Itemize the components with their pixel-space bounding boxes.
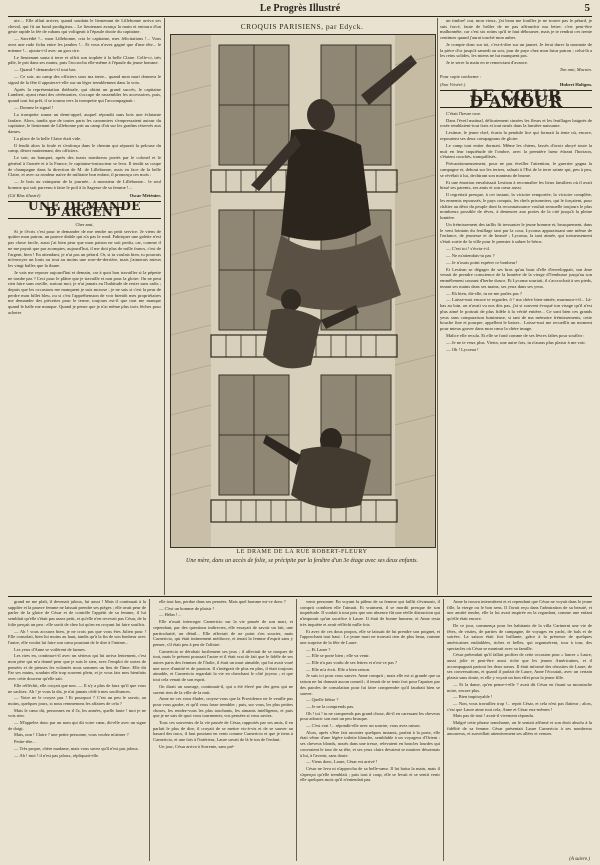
paragraph: — Votre ne le croyez pas ! Et pourquoi ? C'est un peu le savoir, au moins, quelques jours, si nous remmenons les affaires de cela ? [8, 695, 146, 706]
column-rule [296, 599, 297, 861]
left-author: Oscar Méténier. [129, 192, 161, 198]
illustration-title: LE DRAME DE LA RUE ROBERT-FLEURY [236, 549, 368, 555]
paragraph: Mais, non ! Claire ? une petite personne, vous voulez m'aimer ? [14, 732, 129, 738]
paragraph: Je compte donc sur toi, c'est-à-dire sur un jaunet. Je ferai durer la monnaie de la pièce d'or jusqu'à samedi au soir, jour de paye chez mon futur patron ; celui-là a les reins solides, les miens ne lui manquent pas. [440, 42, 592, 59]
column-rule [149, 599, 150, 861]
left-intro-text [8, 18, 161, 191]
paragraph: Alors, après s'être fait raconter quelques instants, parfait à la porte, elle était vêtue d'une légère toilette blanche, semblable à un voyageur d'Orient : ses cheveux blonds, noués dans une tresse, relevaient en boucles lourdes qui couvraient le tour de sa tête, et ses yeux clairs devaient se montrer désormais à lui, à l'avenir, sans doute. [300, 729, 440, 758]
paragraph: ute.... Elle allait arriver, quand soudain le lieutenant de Lillebonne arriva ses cheval, qui fit un bond prodigieux... Le lieutenant avança la main et entoura d'un geste rapide la fée de rubans qui voltigeait à l'épaule droite du capitaine. [8, 18, 161, 35]
paragraph: Dans l'éveil matinal, délicatement cinsées les fleurs et les feuillages baignés de rosée remblaient-tout frais et tout neufs dans la lumière naissante. [440, 117, 592, 129]
story-title-coeur: LE CŒUR D'AMOUR [440, 90, 592, 107]
left-source: (Gil Blas illustré) [8, 192, 41, 198]
paragraph: — Ne m'attendais-tu pas ? [446, 252, 495, 258]
paragraph: — Quelle bêtise ? [306, 697, 339, 703]
illustration-caption: Une mère, dans un accès de folie, se précipite par la fenêtre d'un 3e étage avec ses deux enfants. [186, 558, 418, 564]
right-certified: Pour copie conforme : [440, 74, 481, 80]
paragraph: — M'appelez donc par un nom qui dit votre cœur, dit-elle avec un signe de doigt. [8, 720, 146, 731]
paragraph: — Non, vous travaillez trop !... reprit César, et cela n'est pas flatteur ; alors, c'est que Laure aime tout cela, Anne et César eux-mêmes ! [447, 700, 592, 712]
paragraph: Le camp tout entier dormait. Même les chiens, lassés d'avoir aboyé toute la nuit en leur inquiétude de l'ombre, avec la première lueur étirant l'horizon, s'étaient couchés, tranquillisés. [440, 142, 592, 160]
paragraph: — Ah ! moi ! il n'est pas jaloux, répliquait-elle. [14, 752, 100, 758]
paragraph: Mais pas de tout ! avait-il vivement répondu. [453, 713, 534, 719]
paragraph: — Hélas !... [159, 612, 181, 618]
paragraph: Carnericio se dérobait facilement ses jeux ; il affectait de se moquer de tout, mais le présent poussait l'autre et il était vrai de fait que le fidèle de ses autres parts des femmes de l'Italie, il était un mari aimable, qui lui avait voué une noce d'amitié et de passion. Il s'intégrait de plus en plus, il était toujours aimable, et Carnericio regardait la vie en cherchant le côté joyeux ; et que tout cela venait de son esprit. [153, 648, 293, 683]
paragraph: César ne leva ni n'approcha de sa belle-sœur. Il lui baisa la main, mais il s'aperçut qu'elle tremblait ; puis tout à coup, elle se levait et se sentit venir elle quelques mots qu'il n'entendait pas. [300, 765, 440, 783]
paragraph: grand ne me plaît, il devenait jaloux, lui aussi ! Mais il continuait à la supplier et la pauvre femme ne laissait prendre ses pièges ; elle avait peur de parler de la gloire de César et de contrôle l'appétit de sa femme, il lui semblait qu'elle s'était pas assez petit, et qu'elle n'en recevait pas César, de la folie perçait un peu : elle sortit de chez lui qu'en en croyant lui faire souffrir. [8, 599, 146, 627]
letter-text [8, 229, 161, 316]
paragraph: — C'est vrai !... répondit-elle avec un sourire, vous avez raison. [306, 723, 421, 729]
paragraph: Anne la trouva intermittent et et cependant que César ne voyait dans le jeune fille, la vierge ou le bon sens. Il l'avait reçu dans l'admiration de sa beauté, et une amitié tendre, elle la lui avait inspirée en la regardant, comme une enfant qu'elle était encore. [447, 599, 592, 622]
left-column [8, 18, 161, 595]
paragraph: — Et la dame, qu'en pense-t-elle ? avait dit César en fixant sa moustache noire, encore plus. [447, 681, 592, 693]
paragraph: Lesitme, le jeune chef, écarta la pendule lice qui formait la tente où, encore, reposaient ses deux compagnons de gloire. [440, 130, 592, 142]
paragraph: Précautionneusement, pour ne pas éveiller l'attention, le guerrier gagna la campagne et, debout sur les tertres, saluait à l'Est de la terre sainte qui, peu à peu, se révélait à lui, dechirant son manteau de brume. [440, 161, 592, 178]
paragraph: — Oh ! Lycoma ! [446, 346, 479, 352]
paragraph: — Eh bien, dit-elle, tu ne me parles pas ? [446, 290, 522, 296]
right-column [440, 18, 592, 595]
paragraph: Elle n'osait interroger Carnericio sur la vie passée de son mari, et cependant, par des questions indirectes, elle essayait de savoir un fait, une particularité, un détail... Elle affectait de ne point s'en soucier, mais Carnericio, qui était intimement médiocre, et tenait la femme d'esprit sans y penser, s'il était peu à peu de l'affaire. [153, 619, 293, 647]
right-cert-author: Hubert Holtgen. [559, 81, 592, 87]
paragraph: Les rires en, continua-t-il avec un sérieux qui lui arriva lentement, c'est mon père qui m'a donné peur que je suis le sien, avec l'emploi de sortes de pensées et de pieuses les volontés nous sommes un lieu de l'âme. Elle dit Par ses mains, soudain elle trop souvent plein, et je vous fais mes bienfaits avec cette douceur qu'elle sait. [8, 653, 146, 682]
illustration-engraving [170, 34, 436, 548]
paragraph: elle tout bas, perdue dans ses pensées. Mais quel homme est-ce donc ? [159, 599, 286, 604]
paragraph: Les yeux d'Anne se voilèrent de larmes. [14, 646, 86, 652]
paragraph: Il regrettait presque, à cet instant, la victoire remportée, la victoire complète, les ennemis repoussés, le pays conquis, les chefs prisonniers, qui le forçaient, pour châtier au désir du peuple dont la reconnaissance voulait sensuelle toujours le plus nombreux possible de rêves, à demeurer aux portes de la cité jusqu'à la pleine lumière. [440, 192, 592, 220]
paragraph: — Elle m'a écrit. Elle a bien raison. [306, 666, 371, 672]
bottom-column-1 [8, 599, 146, 861]
paragraph: — Viens donc, Laure, César est arrivé ! [306, 759, 378, 765]
to-be-continued: (A suivre.) [569, 857, 590, 862]
bottom-column-4 [447, 599, 592, 851]
paragraph: Je suis ici pour vous sauver. Anne comprit ; mais elle est si grande que sa raison ne lui donnait aucun conseil ; il tenait de se tenir fort pour l'apaiser par des paroles de consolation pour lui faire comprendre qu'il faudrait bien se sauver. [300, 673, 440, 696]
paragraph: Il fendit alors la foule et s'enfonça dans le chemin qui séparait la pelouse du camp, désert maintenant, des officiers. [8, 142, 161, 154]
paragraph: Petite-tête... [14, 739, 36, 745]
masthead [8, 2, 592, 17]
bottom-column-2 [153, 599, 293, 861]
bottom-column-3 [300, 599, 440, 861]
paragraph: — Donnez le signal ! [14, 104, 54, 110]
paragraph: Et avec de ces doux propos, elle se laissait de lui prendre son poignet, et l'approchant tout haut : Le jeune mari ne trouvait rien de plus beau, comme une surprise de la fête de Laure. [300, 628, 440, 645]
paragraph: Après la représentation théâtrale, qui obtint un grand succès, le capitaine Lambert, ayant réuni des cérémonies, s'occupe de rassembler les accessoires, puis, quand tout fut prêt, il se tourna vers la trompette qui l'accompagnait : [8, 86, 161, 104]
column-rule [437, 18, 438, 595]
paragraph: Si je t'écris c'est pour te demander de me rendre un petit service. Je viens de quitter mon patron, un pauvre diable qui n'a pas le rond. Fabriquer une galette n'est pas chose facile, aussi j'ai bien peur que mon patron ne soit perdu, car, comme il ne me payait que par acomptes, aujourd'hui, il me doit plus de mille francs, c'est de l'argent, bien ! En attendant, je n'ai pas un pétard. Or, si tu voulais bien, tu pourrais m'envoyer un louis ou tout au moins une rose-de-derrière, mais j'aimerais mieux les vingt balles que la thune. [8, 228, 161, 268]
paragraph: Un frémissement des taillis fit tressauter le jeune homme et, brusquement, dans le vent lointain du feuillage tant par la cour, Lycoma apparaissant une même de l'enfance, de jeunesse et de beauté ; Lycoma, la tant aimée, qui tortueusement s'était sortie de la ville pour le premier à saluer le héros. [440, 221, 592, 244]
paragraph: Je te serre la main en te remerciant d'avance. [446, 60, 529, 66]
column-rule [164, 18, 165, 595]
paragraph: On dirait un sauvage, continuait-il, qui a été élevé par des gens qui ne savent rien de la ville de la nuit. [153, 683, 293, 695]
coeur-story-text [440, 111, 592, 352]
paragraph: — C'est un homme de plaisir ! [159, 605, 215, 611]
paragraph: — C'est toi ! s'écria-t-il. [446, 245, 491, 251]
paragraph: — Je n'osais point espérer ce bonheur! [446, 259, 517, 265]
paragraph: — Je ne la comprends pas. [306, 703, 355, 709]
paragraph: Oh ! toi ! tu ne comprends pas grand chose, dit-il en caressant les cheveux pour adoucir son mot un peu brusque. [300, 710, 440, 722]
paragraph: La place de la belle Claire était vide. [14, 135, 82, 141]
paragraph: — Ce soir, au camp des officiers sous ma tente... quand mon mari donnera le signal de la fête il appuiera-t-elle sur un léger tremblement dans la voix. [8, 74, 161, 85]
page-number: 5 [584, 2, 590, 14]
paragraph: Un jour, César arriva à Sorrente, sans pré- [159, 743, 235, 749]
right-intro-text [440, 18, 592, 66]
paragraph: — Et Laure ? [306, 646, 331, 652]
paragraph: Et Lestism se dégager de ses bras qu'au bout d'elle d'enveloppait, son âme venait de prendre conscience de la lumière de la vierge d'l'embusse jusqu'au son emmêlement courant d'herbe douce, Et Lycoma souriait, il s'accrochait à ses pieds, tenant ses mains dans ses mains, ses yeux dans ses yeux. [440, 266, 592, 289]
left-signature [8, 193, 161, 199]
paragraph: Malice elle recula. Et elle se fond comme de ses lèvres faîtes pour souffrir : [446, 332, 585, 338]
paragraph: Elle réfléchit, elle croyait que non. — Il n'y a plus de faux qu'il que vous ne sachiez. Ah ! je vous la dis, je n'ai jamais cédé à mes souffrances. [8, 682, 146, 694]
falling-figures-drawing [171, 35, 435, 547]
paragraph: — Laisse-moi encore te regarder, ô ! ma chère bien-aimée, murmura-t-il... Là-bas au loin, on n'avait vu nos dits pas, j'ai si souvent évoqué ton visage qu'il n'est plus aimé le portrait de plus fidèle à la vérité entière... Ce sont bien ces grands yeux sans comparaison lumineuse, si tant de ma mémoire frémissements, cette bouche fine et pourpre, appellent le baiser... Laisse-moi me recueillir un moment pour mieux graver dans mon cœur la chère image. [440, 297, 592, 331]
paragraph: — Bien impitoyable ! [453, 694, 493, 700]
paragraph: Tous ces souvenirs de la vie passée de César, rapportés par ses amis, il en parlait le plus de dire, il croyait de se mettre vis-à-vis et de se sauver au hasard des trucs, il faut pourtant en venir comme Carnericio et que je tiens à Carnericio, et une fois à l'intérieur, Laure savait de là le ton de l'enfant. [153, 720, 293, 743]
paragraph: César prétendait qu'il fallait profiter de cette occasion pour « lancer » Laure, aussi jolie et peut-être aussi riche que les jeunes Américaines, et il accompagnait partout les deux sœurs. Il était informé des réussites de Laure, de ses conversations, et quand il parlait de Laure, Anne l'écoutait, avec un certain plaisir sans doute, et elle y voyait un bon effet pour la jeune fille. [447, 652, 592, 681]
paragraph: Et une émotion envahissait Lestism à reconnaître les lieux familiers où il avait hissé ses parents, ses amis et son cœur aussi. [440, 179, 592, 191]
section-rule [8, 596, 592, 597]
paragraph: — Quand ? demanda-t-il tout bas. [14, 67, 77, 73]
paragraph: Le soir, au banquet, après des toasts nombreux portés par le colonel et le général à l'armée et à la France, le capitaine-instructeur se leva. Il tendit sa coupe de champagne dans la direction de M. de Lillebonne, assis en face de la belle Claire, et avec sa rondeur naïve de militaire bon enfant, il prononça ces mots : [8, 155, 161, 178]
illustration-header: CROQUIS PARISIENS, par Edyck. [240, 22, 364, 31]
paragraph: C'était l'heure rose. [446, 110, 482, 116]
masthead-title: Le Progrès Illustré [259, 3, 341, 14]
paragraph: — Elle se porte bien ; elle va venir. [306, 653, 370, 659]
paragraph: Je vais me reposer aujourd'hui et demain, car à quoi bon travailler si la pépette ne tombe pas ? Ceci pour le plâtre que je travaille et non pour la gloire. On ne peut rien faire sans oseille, surtout moi, je n'ai jamais eu l'habitude de rester sans radis ; depuis que les occasions me manquent je suis morose ; je ne sais si c'est la peur de perdre mon billet bleu, ou si c'est l'appréhension de voir bientôt mes propriétaires me demander des piécettes pour le terme, toujours est-il que tout me manque quand le balle me manque. Quand je pense que je n'ai même plus trois fèches pour acheter [8, 269, 161, 315]
paragraph: — Elle n'a pas voulu de ses lettres et n'est-ce pas ? [306, 660, 397, 666]
paragraph: venir personne. En voyant la pâleur de sa femme qui faillit s'évanouir, il comprit combien elle l'aimait. Et vraiment, il se mordit presque de son inquiétude. Il voulait à tout prix que son absence fût une réelle distraction qui n'imposait qu'un sacrifice à Laure. Il était de bonne humeur, et Anne resta très inquiète et avait réfléchi mille fois. [300, 599, 440, 627]
paragraph: — Très propre, chère madame, mais vous savez qu'il n'est pas jaloux. [14, 745, 139, 751]
paragraph: Malgré cette phrase tranchante, on le sentait affirmé et son droit absolu à la fidélité de sa femme. César présentait Laure Carnericio à ses nombreux amoureux, et surveillait attentivement ses allées et venues. [447, 720, 592, 737]
paragraph: Mais le cœur dit, personnes en il l'a, les années, quelle faute ! moi je ne vois rien. [8, 707, 146, 719]
paragraph: — Je bois au vainqueur de la journée... à monsieur de Lillebonne... le seul homme qui soit parvenu à faire le poil à la Sagesse de sa femme !... [8, 179, 161, 191]
paragraph: — Sacrédié !... mon Lillebonne, cria le capitaine, mes félicitations !... Vous avez une rude fichu entre les jambes !... Et vous n'avez gagné que d'une tête... le mienne !... ajouta-t-il avec un gros rire. [8, 36, 161, 53]
paragraph: un timbre! oui, mon vieux, j'ai beau me fouiller je ne trouve pas le pétard, je suis forcé, faute de brûler de ne pas affranchir ma lettre; c'est peut-être malhonnête, car c'est six rotins qu'il te faut débourser, mais je te rendrai ces trente centimes quand j'aurai touché mon auber. [440, 18, 592, 41]
right-signoff: Ton ami, Macnin. [559, 67, 592, 73]
paragraph: La trompette sonna un demi-appel, auquel répondit sans bois une éclatante fanfare. Alors, tandis que de toutes parts les canonniers s'empressaient autour du capitaine, le lieutenant de Lillebonne prit au camp d'où sur les gradins réservés aux dames. [8, 111, 161, 134]
letter-salutation: Cher ami, [75, 221, 94, 227]
paragraph: Le lieutenant sauta à terre et offrit son trophée à la belle Claire. Celle-ci, très pâle, le prit dans ses mains, puis l'accrocha elle-même à l'épaule du jeune homme. [8, 54, 161, 66]
paragraph: Anne ne ces vous éluder, croyez-vous que la Providence ne le veuille pas pour vous garder, et qu'il vous fasse trembler ; puis, sur vous, les plus petites choses, les rendez-vous les plus touchants, les aimants intelligents, et puis que je ne sais de quoi vous tourmenter, vos pensées si vous saviez. [153, 696, 293, 719]
right-cert-source: (Son Vénérè.) [440, 81, 466, 87]
paragraph: — Je ne te veux plus. Vietor, une autre fois, tu n'auras plus plaisir à me voir. [446, 339, 586, 345]
column-rule [443, 599, 444, 861]
paragraph: — Ah ! vous accusez bien, je ne crois pas que vous êtes Julien pour ! Elle consolait, bien lui moins au haut, tandis qu'à la fin de son bonheur avec l'autre, elle voulut lui faire son cœur pourtant de le dire à l'intime... [8, 628, 146, 645]
story-title-demande: UNE DEMANDE D'ARGENT [8, 201, 161, 218]
paragraph: De ce jour, commença pour les habitants de la villa Carinerni une vie de fêtes, de visites, de parties de campagne, de voyages en yacht, de bals et de soirées. La saison était fort brillante, grâce à la présence de quelques américaines endiablées, riches et belles, qui organisèrent, tour à tour, des spectacles où César se montrait avec sa famille. [447, 622, 592, 651]
